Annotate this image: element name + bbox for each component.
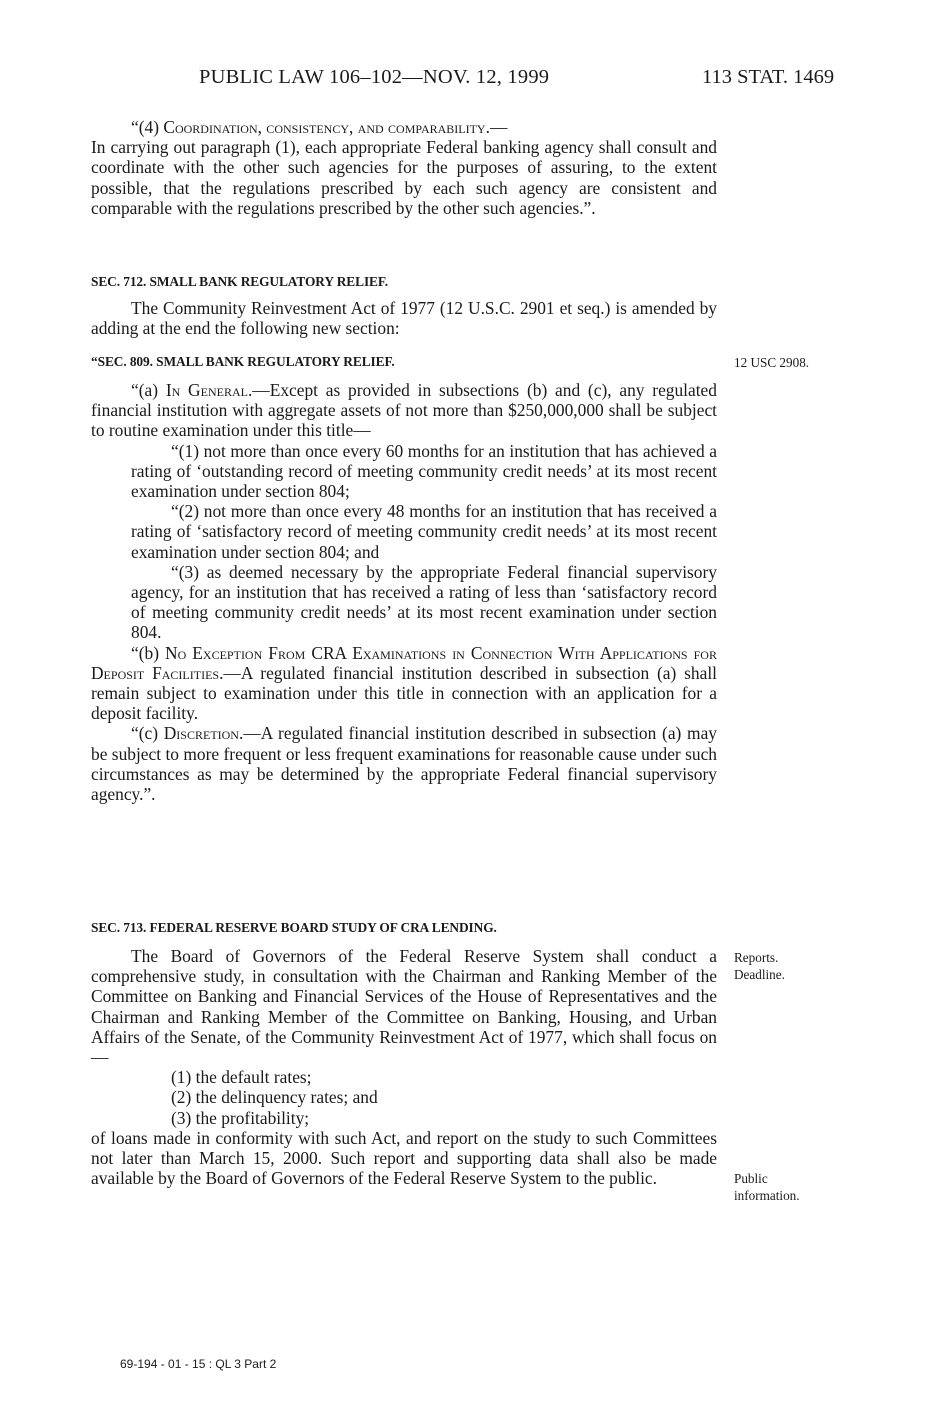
list-item: (3) the profitability; bbox=[171, 1107, 310, 1128]
title-dash: .— bbox=[247, 380, 270, 400]
subsection-a-number: “(a) bbox=[131, 380, 166, 400]
paragraph-number: “(4) bbox=[131, 117, 164, 137]
margin-note-reports: Reports. bbox=[734, 950, 779, 965]
print-job-footer: 69-194 - 01 - 15 : QL 3 Part 2 bbox=[120, 1357, 277, 1371]
statute-page-reference: 113 STAT. 1469 bbox=[702, 66, 835, 88]
section-713-body bbox=[91, 946, 717, 1188]
paragraph-title: Coordination, consistency, and comparability bbox=[163, 117, 486, 137]
subsection-b-number: “(b) bbox=[131, 642, 166, 663]
margin-note-public: Public bbox=[734, 1171, 768, 1186]
section-809-body bbox=[91, 380, 717, 804]
list-item: (1) the default rates; bbox=[171, 1067, 312, 1088]
section-713-heading: SEC. 713. FEDERAL RESERVE BOARD STUDY OF CRA LENDING. bbox=[91, 920, 497, 935]
subsection-c-text: A regulated financial institution described in subsection (a) may be subject to more frequent or less frequent examinations for reasonable cause under such circumstances as may be determined by the appropriate Federal financial supervisory agency.”. bbox=[91, 723, 717, 805]
list-item: “(3) as deemed necessary by the appropriate Federal financial supervisory agency, for an institution that has received a rating of less than ‘satisfactory record of meeting community credit needs’ at its most recent examination under section 804. bbox=[131, 561, 717, 643]
title-dash: .— bbox=[219, 662, 241, 683]
subsection-b-title: No Exception From CRA Examinations in Connection With Applications for Deposit Facilities bbox=[91, 642, 717, 683]
list-item: “(2) not more than once every 48 months for an institution that has received a rating of ‘satisfactory record of meeting community credit needs’ at its most recent examination under section 804; and bbox=[131, 501, 717, 562]
coordination-paragraph bbox=[91, 117, 717, 218]
section-712-heading: SEC. 712. SMALL BANK REGULATORY RELIEF. bbox=[91, 274, 388, 289]
list-item: (2) the delinquency rates; and bbox=[171, 1087, 378, 1108]
title-dash: .— bbox=[238, 723, 261, 744]
list-item: “(1) not more than once every 60 months for an institution that has achieved a rating of ‘outstanding record of meeting community credit needs’ at its most recent examination under section 804; bbox=[131, 440, 717, 502]
subsection-c bbox=[91, 723, 717, 804]
subsection-a bbox=[91, 380, 717, 441]
running-header: PUBLIC LAW 106–102—NOV. 12, 1999 bbox=[199, 66, 550, 88]
subsection-a-text: Except as provided in subsections (b) and (c), any regulated financial institution with aggregate assets of not more than $250,000,000 shall be subject to routine examination under this title— bbox=[91, 380, 717, 441]
section-713-intro: The Board of Governors of the Federal Reserve System shall conduct a comprehensive study, in consultation with the Chairman and Ranking Member of the Committee on Banking and Financial Services of the House of Representatives and the Chairman and Ranking Member of the Committee on Banking, Housing, and Urban Affairs of the Senate, of the Community Reinvestment Act of 1977, which shall focus on— bbox=[91, 946, 717, 1068]
margin-note-information: information. bbox=[734, 1188, 800, 1203]
subsection-c-title: Discretion bbox=[163, 723, 239, 744]
subsection-c-number: “(c) bbox=[131, 723, 164, 744]
margin-note-deadline: Deadline. bbox=[734, 967, 785, 982]
title-dash: .— bbox=[485, 117, 508, 137]
subsection-b-text: A regulated financial institution described in subsection (a) shall remain subject to examination under this title in connection with an application for a deposit facility. bbox=[91, 662, 717, 724]
section-712-text: The Community Reinvestment Act of 1977 (12 U.S.C. 2901 et seq.) is amended by adding at the end the following new section: bbox=[91, 298, 717, 339]
section-809-heading: “SEC. 809. SMALL BANK REGULATORY RELIEF. bbox=[91, 354, 395, 369]
section-712-body bbox=[91, 298, 717, 338]
subsection-a-title: In General bbox=[165, 380, 248, 400]
usc-citation-note: 12 USC 2908. bbox=[734, 355, 810, 370]
paragraph-body: In carrying out paragraph (1), each appropriate Federal banking agency shall consult and coordinate with the other such agencies for the purposes of assuring, to the extent possible, that the regulations prescribed by each such agency are consistent and comparable with the regulations prescribed by the other such agencies.”. bbox=[91, 137, 717, 218]
section-713-closing: of loans made in conformity with such Act, and report on the study to such Committees not later than March 15, 2000. Such report and supporting data shall also be made available by the Board of Governors of the Federal Reserve System to the public. bbox=[91, 1127, 717, 1189]
subsection-b bbox=[91, 643, 717, 724]
